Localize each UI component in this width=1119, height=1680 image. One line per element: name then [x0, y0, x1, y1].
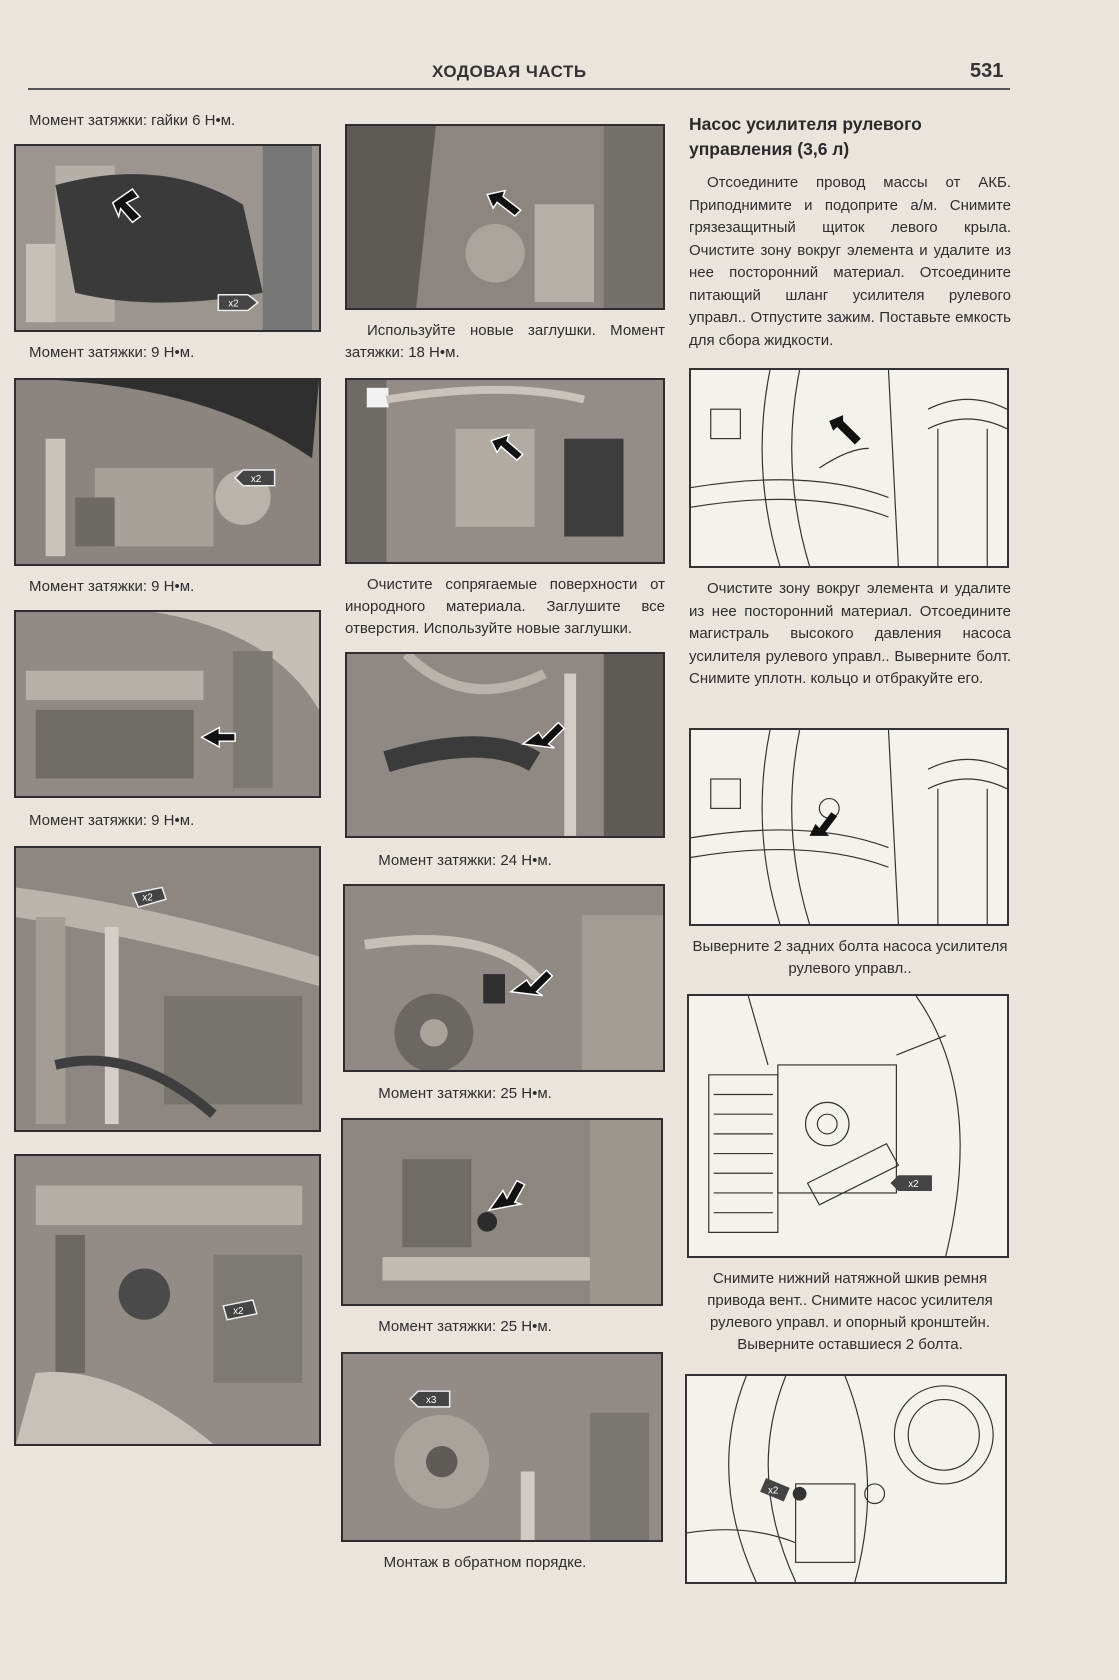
caption-right-1: Очистите зону вокруг элемента и удалите из нее посторонний материал. Отсоедините магистраль высокого давления насоса усилителя рулевого управл.. Выверните болт. Снимите уплотн. кольцо и отбракуйте его.: [689, 580, 1011, 687]
page-number: 531: [970, 60, 1004, 82]
bolt-icon: [793, 1487, 807, 1501]
callout-x2-badge: [235, 470, 274, 486]
callout-arrow-icon: [829, 415, 861, 444]
svg-text:x3: x3: [425, 1394, 437, 1406]
header-divider: [28, 88, 1010, 90]
callout-x2-badge: [890, 1175, 931, 1191]
callout-x2-badge: [218, 295, 257, 311]
photo-left-2: [14, 378, 321, 566]
caption-middle-3: Момент затяжки: 24 Н•м.: [378, 852, 552, 869]
section-heading: Насос усилителя рулевого управления (3,6 л): [689, 114, 922, 159]
caption-left-3: Момент затяжки: 9 Н•м.: [29, 578, 195, 595]
caption-left-4: Момент затяжки: 9 Н•м.: [29, 812, 195, 829]
photo-left-5: [14, 1154, 321, 1446]
caption-right-2: Выверните 2 задних болта насоса усилителя рулевого управл..: [692, 938, 1008, 977]
callout-x3-badge: [410, 1391, 450, 1407]
drawing-right-1: [689, 368, 1009, 568]
photo-middle-1: [345, 124, 665, 310]
caption-middle-4: Момент затяжки: 25 Н•м.: [378, 1085, 552, 1102]
drawing-right-3: [687, 994, 1009, 1258]
svg-text:x2: x2: [250, 473, 262, 485]
photo-left-3: [14, 610, 321, 798]
svg-text:x2: x2: [233, 1305, 244, 1317]
drawing-right-2: [689, 728, 1009, 926]
svg-text:x2: x2: [142, 892, 153, 904]
photo-middle-5: [341, 1118, 663, 1306]
caption-left-2: Момент затяжки: 9 Н•м.: [29, 344, 195, 361]
running-header: ХОДОВАЯ ЧАСТЬ: [432, 62, 587, 81]
svg-text:x2: x2: [767, 1485, 779, 1497]
photo-left-4: [14, 846, 321, 1132]
caption-left-1: Момент затяжки: гайки 6 Н•м.: [29, 112, 236, 129]
photo-left-1: [14, 144, 321, 332]
drawing-right-4: [685, 1374, 1007, 1584]
caption-middle-5: Момент затяжки: 25 Н•м.: [378, 1318, 552, 1335]
caption-middle-6: Монтаж в обратном порядке.: [383, 1554, 587, 1571]
photo-middle-6: [341, 1352, 663, 1542]
caption-middle-2: Очистите сопрягаемые поверхности от инородного материала. Заглушите все отверстия. Используйте новые заглушки.: [345, 576, 665, 637]
photo-middle-2: [345, 378, 665, 564]
photo-middle-3: [345, 652, 665, 838]
photo-middle-4: [343, 884, 665, 1072]
caption-middle-1: Используйте новые заглушки. Момент затяжки: 18 Н•м.: [345, 322, 665, 361]
callout-x2-badge: [760, 1478, 790, 1502]
svg-text:x2: x2: [908, 1179, 919, 1191]
caption-right-3: Снимите нижний натяжной шкив ремня привода вент.. Снимите насос усилителя рулевого управл. и опорный кронштейн. Выверните оставшиеся 2 болта.: [707, 1270, 993, 1353]
intro-paragraph: Отсоедините провод массы от АКБ. Приподнимите и подоприте а/м. Снимите грязезащитный щиток левого крыла. Очистите зону вокруг элемента и удалите из нее посторонний материал. Отсоедините питающий шланг усилителя рулевого управл.. Отпустите зажим. Поставьте емкость для сборa жидкости.: [689, 174, 1011, 349]
svg-text:x2: x2: [228, 298, 239, 310]
